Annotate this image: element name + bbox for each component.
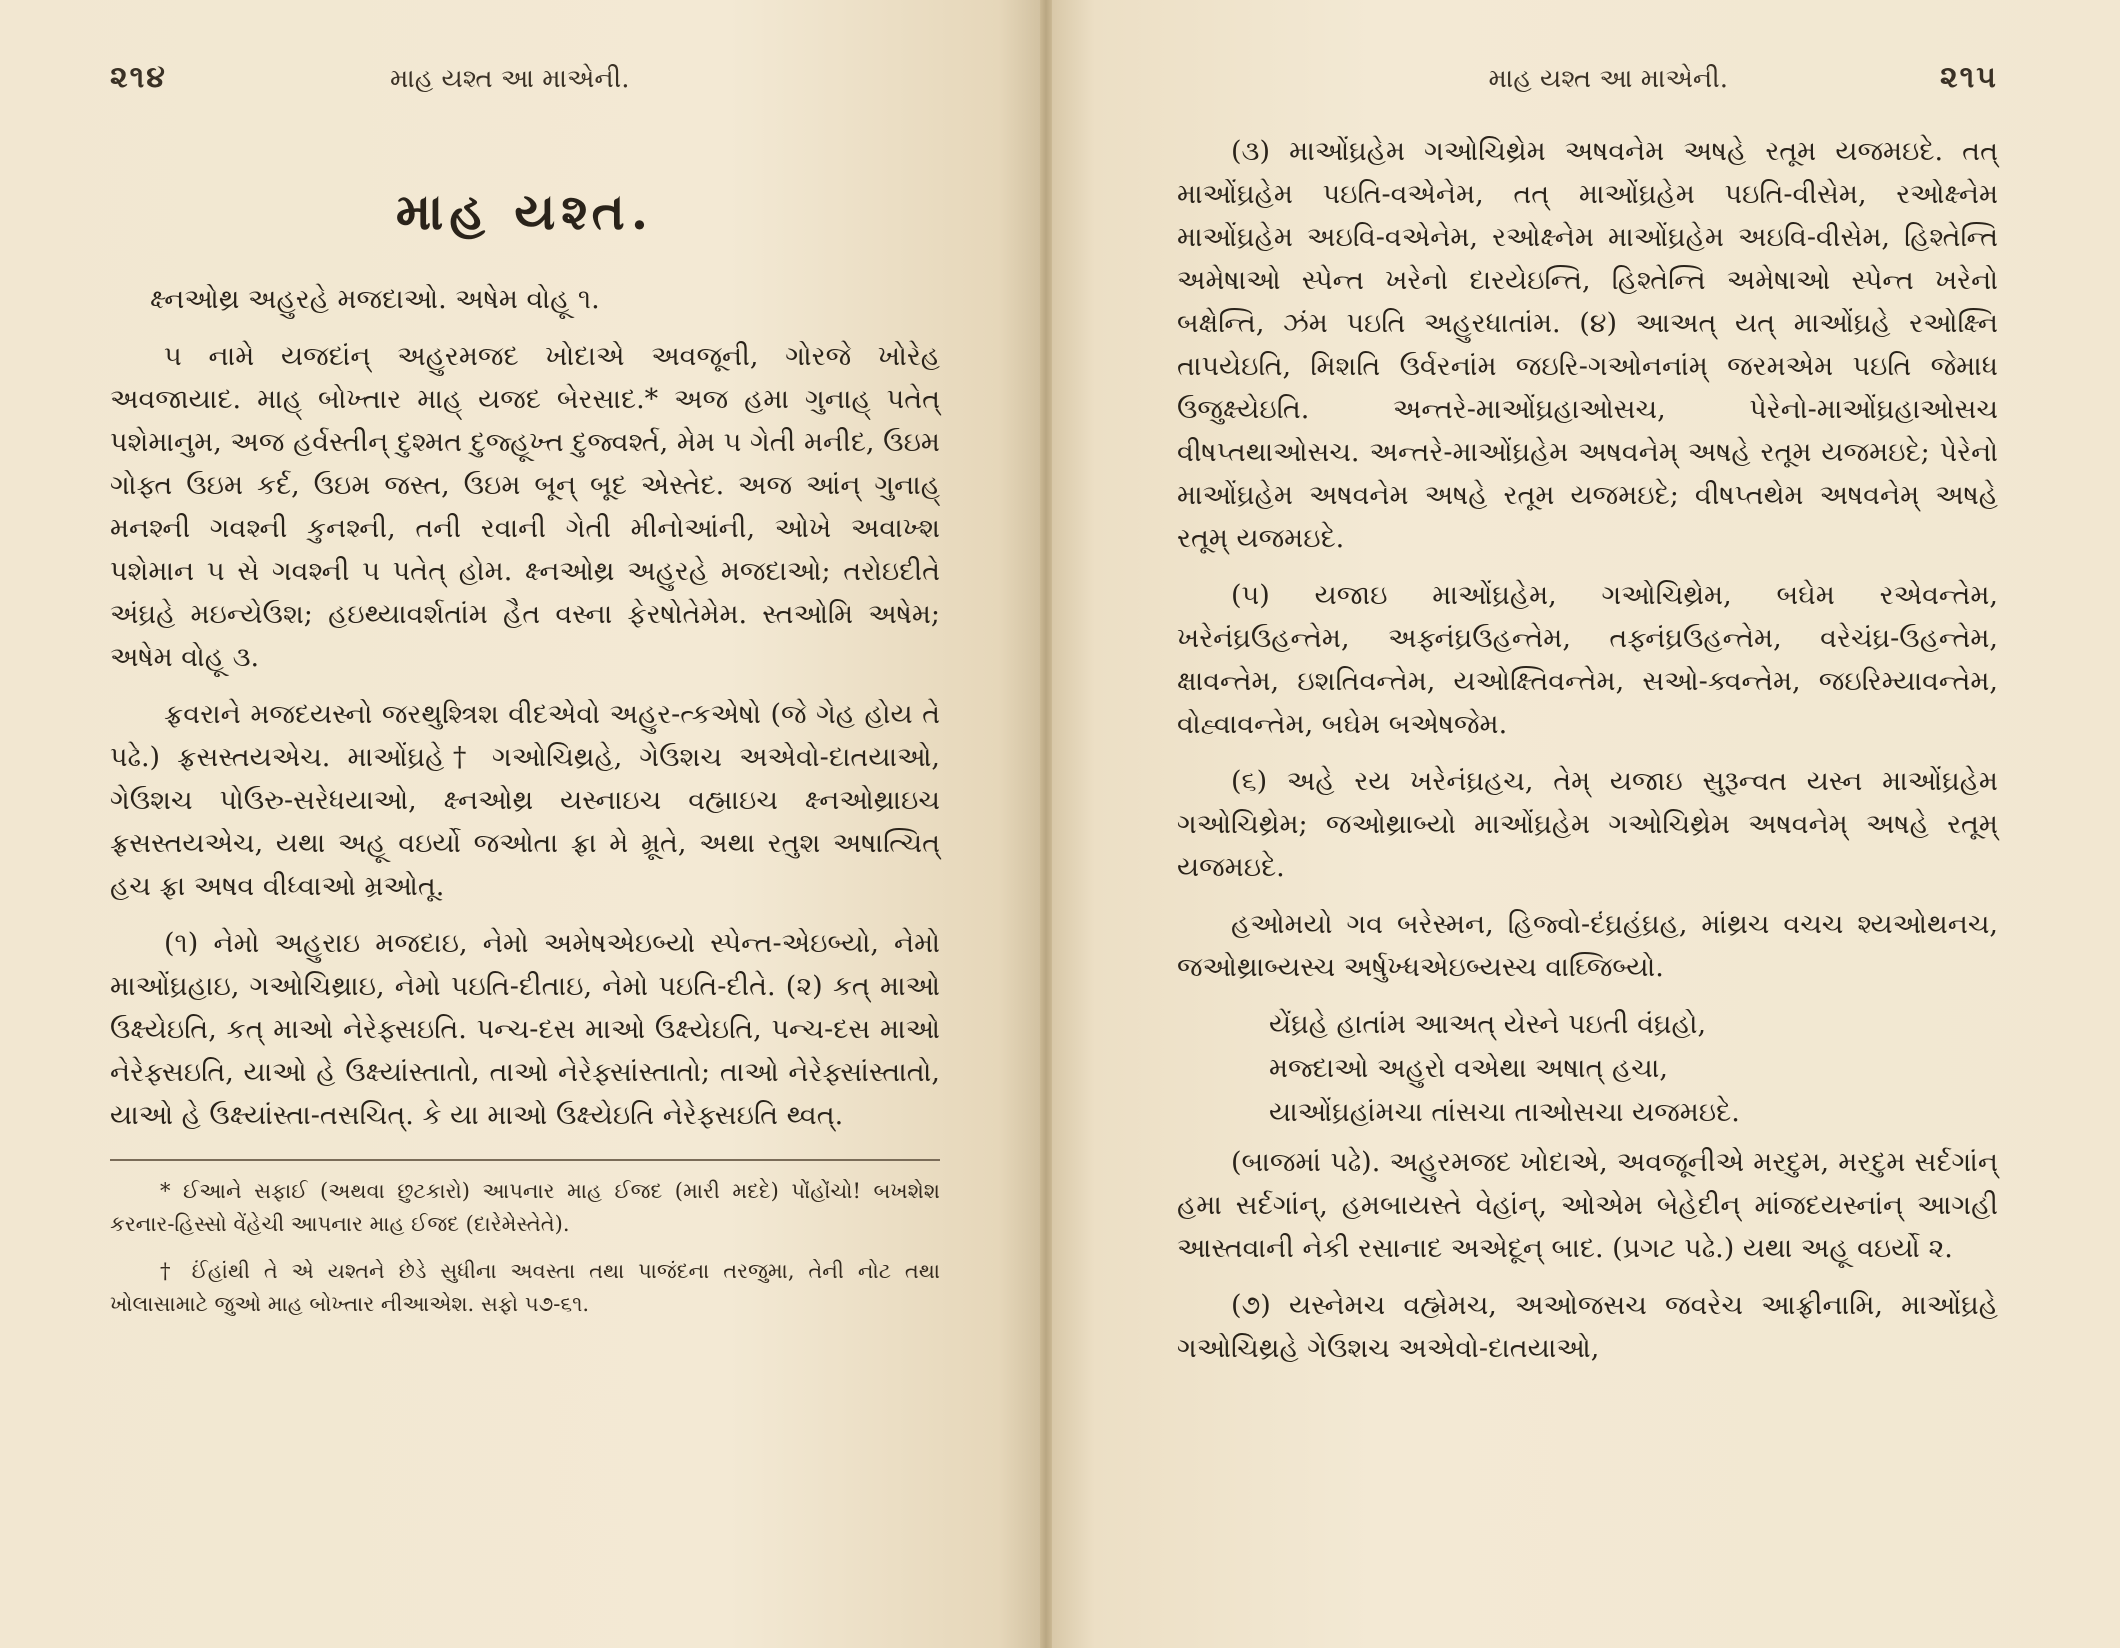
- paragraph: (બાજમાં પઢે). અહુરમજદ ખોદાએ, અવજૂનીએ મરદુમ, મરદુમ સર્દગાંન્ હમા સર્દગાંન્, હમબાયસ્તે વેહાંન્, ઓએમ બેહેદીન્ માંજદયસ્નાંન્ આગહી આસ્તવાની નેકી રસાનાદ અએદૂન્ બાદ. (પ્રગટ પઢે.) યથા અહૂ વઇર્યો ૨.: [1177, 1147, 1998, 1264]
- paragraph: (૫) યજાઇ માઓંઘ્રહેમ, ગઓચિથ્રેમ, બઘેમ રએવન્તેમ, ખરેનંઘ્રઉહન્તેમ, અફ્નંઘ્રઉહન્તેમ, તફ્નંઘ્રઉહન્તેમ, વરેચંઘ્ર-ઉહન્તેમ, ક્ષાવન્તેમ, ઇશતિવન્તેમ, યઓક્ષ્તિવન્તેમ, સઓ-ક્વન્તેમ, જઇરિમ્યાવન્તેમ, વોહ્વાવન્તેમ, બઘેમ બએષજેમ.: [1177, 580, 1998, 740]
- paragraph: (૭) યસ્નેમચ વહ્મેમચ, અઓજસચ જવરેચ આફ્રીનામિ, માઓંઘ્રહે ગઓચિથ્રહે ગેઉશચ અએવો-દાતયાઓ,: [1177, 1290, 1998, 1364]
- paragraph: (૬) અહે રય ખરેનંઘ્રહચ, તેમ્ યજાઇ સુરૂન્વત યસ્ન માઓંઘ્રહેમ ગઓચિથ્રેમ; જઓથ્રાબ્યો માઓંઘ્રહેમ ગઓચિથ્રેમ અષવનેમ્ અષહે રતૂમ્ યજમઇદે.: [1177, 766, 1998, 883]
- running-title: માહ યશ્ત આ માએની.: [1488, 64, 1728, 94]
- paragraph: (૩) માઓંઘ્રહેમ ગઓચિથ્રેમ અષવનેમ અષહે રતૂમ યજમઇદે. તત્ માઓંઘ્રહેમ પઇતિ-વએનેમ, તત્ માઓંઘ્રહેમ પઇતિ-વીસેમ, રઓક્ષ્નેમ માઓંઘ્રહેમ અઇવિ-વએનેમ, રઓક્ષ્નેમ માઓંઘ્રહેમ અઇવિ-વીસેમ, હિશ્તેન્તિ અમેષાઓ સ્પેન્ત ખરેનો દારયેઇન્તિ, હિશ્તેન્તિ અમેષાઓ સ્પેન્ત ખરેનો બક્ષેન્તિ, ઝંમ પઇતિ અહુરધાતાંમ. (૪) આઅત્ યત્ માઓંઘ્રહે રઓક્ષ્નિ તાપયેઇતિ, મિશતિ ઉર્વરનાંમ જઇરિ-ગઓનનાંમ્ જરમએમ પઇતિ જેમાધ ઉજુક્ષ્યેઇતિ. અન્તરે-માઓંઘ્રહાઓસચ, પેરેનો-માઓંઘ્રહાઓસચ વીષપ્તથાઓસચ. અન્તરે-માઓંઘ્રહેમ અષવનેમ્ અષહે રતૂમ યજમઇદે; પેરેનો માઓંઘ્રહેમ અષવનેમ અષહે રતૂમ યજમઇદે; વીષપ્તથેમ અષવનેમ્ અષહે રતૂમ્ યજમઇદે.: [1177, 136, 1998, 554]
- footnote: † ઈંહાંથી તે એ યશ્તને છેડે સુધીના અવસ્તા તથા પાજંદના તરજુમા, તેની નોટ તથા ખોલાસામાટે જુઓ માહ બોખ્તાર નીઆએશ. સફો ૫૭-૬૧.: [110, 1259, 940, 1316]
- page-number: ૨૧૪: [110, 60, 167, 95]
- left-page: [0, 0, 1040, 1648]
- right-page: [1052, 0, 2120, 1648]
- page-number: ૨૧૫: [1939, 60, 1998, 95]
- paragraph: ૫ નામે યજદાંન્ અહુરમજદ ખોદાએ અવજૂની, ગોરજે ખોરેહ અવજાયાદ. માહ્ બોખ્તાર માહ્ યજદ બેરસાદ.* અજ હમા ગુનાહ્ પતેત્ પશેમાનુમ, અજ હર્વસ્તીન્ દુશ્મત દુજ્હૂખ્ત દુજ્વર્શ્ત, મેમ ૫ ગેતી મનીદ, ઉઇમ ગોફ્ત ઉઇમ કર્દ, ઉઇમ જસ્ત, ઉઇમ બૂન્ બૂદ એસ્તેદ. અજ આંન્ ગુનાહ્ મનશ્ની ગવશ્ની કુનશ્ની, તની રવાની ગેતી મીનોઆંની, ઓખે અવાખ્શ પશેમાન ૫ સે ગવશ્ની ૫ પતેત્ હોમ. ક્ષ્નઓથ્ર અહુરહે મજદાઓ; તરોઇદીતે અંઘ્રહે મઇન્યેઉશ; હઇથ્યાવર્શતાંમ હૈત વસ્ના ફેરષોતેમેમ. સ્તઓમિ અષેમ; અષેમ વોહૂ ૩.: [110, 341, 940, 673]
- verse-line: યેંઘ્રહે હાતાંમ આઅત્ યેસ્ને પઇતી વંઘ્રહો,: [1269, 1009, 1707, 1040]
- verse-block: [1177, 1003, 1998, 1135]
- running-title: માહ યશ્ત આ માએની.: [390, 64, 630, 94]
- chapter-title: માહ યશ્ત.: [395, 182, 655, 241]
- book-gutter: [1040, 0, 1052, 1648]
- paragraph: ક્ષ્નઓથ્ર અહુરહે મજદાઓ. અષેમ વોહૂ ૧.: [150, 284, 600, 315]
- paragraph: (૧) નેમો અહુરાઇ મજદાઇ, નેમો અમેષએઇબ્યો સ્પેન્ત-એઇબ્યો, નેમો માઓંઘ્રહાઇ, ગઓચિથ્રાઇ, નેમો પઇતિ-દીતાઇ, નેમો પઇતિ-દીતે. (૨) કત્ માઓ ઉક્ષ્યેઇતિ, કત્ માઓ નેરેફ્સઇતિ. પન્ચ-દસ માઓ ઉક્ષ્યેઇતિ, પન્ચ-દસ માઓ નેરેફ્સઇતિ, યાઓ હે ઉક્ષ્યાંસ્તાતો, તાઓ નેરેફ્સાંસ્તાતો; તાઓ નેરેફ્સાંસ્તાતો, યાઓ હે ઉક્ષ્યાંસ્તા-તસચિત્. કે યા માઓ ઉક્ષ્યેઇતિ નેરેફ્સઇતિ થ્વત્.: [110, 928, 940, 1131]
- paragraph: હઓમયો ગવ બરેસ્મન, હિજ્વો-દંઘ્રહંઘ્રહ, માંથ્રચ વચચ શ્યઓથનચ, જઓથ્રાબ્યસ્ચ અર્ષુખ્ધએઇબ્યસ્ચ વાઘ્જિબ્યો.: [1177, 909, 1998, 983]
- running-head: [110, 60, 940, 116]
- footnote: * ઈઆને સફાઈ (અથવા છુટકારો) આપનાર માહ ઈજદ (મારી મદદે) પોંહોંચો! બખશેશ કરનાર-હિસ્સો વેંહેચી આપનાર માહ ઈજદ (દારેમેસ્તેતે).: [110, 1179, 940, 1236]
- verse-line: યાઓંઘ્રહાંમચા તાંસચા તાઓસચા યજમઇદે.: [1269, 1097, 1740, 1128]
- paragraph: ફ્રવરાને મજદયસ્નો જરથુશ્ત્રિશ વીદએવો અહુર-ત્કએષો (જે ગેહ હોય તે પઢે.) ફ્રસસ્તયએચ. માઓંઘ્રહે† ગઓચિથ્રહે, ગેઉશચ અએવો-દાતયાઓ, ગેઉશચ પોઉરુ-સરેધયાઓ, ક્ષ્નઓથ્ર યસ્નાઇચ વહ્માઇચ ક્ષ્નઓથ્રાઇચ ફ્રસસ્તયએચ, યથા અહૂ વઇર્યો જઓતા ફ્રા મે મ્રૂતે, અથા રતુશ અષાત્ચિત્ હચ ફ્રા અષવ વીધ્વાઓ મ્રઓતૂ.: [110, 699, 940, 902]
- footnote-divider: [110, 1159, 940, 1161]
- verse-line: મજ્દાઓ અહુરો વએથા અષાત્ હચા,: [1269, 1053, 1668, 1084]
- running-head: [1177, 60, 1998, 116]
